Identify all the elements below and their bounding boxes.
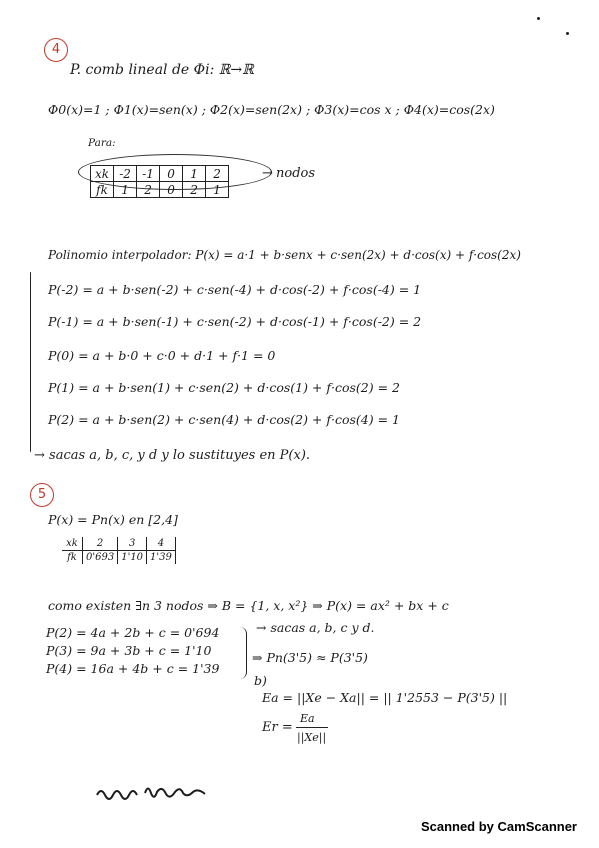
absolute-error: Ea = ||Xe − Xa|| = || 1'2553 − P(3'5) || — [262, 690, 508, 705]
table-cell: 4 — [147, 537, 176, 551]
signature-scribble — [95, 783, 215, 803]
fraction-bar — [296, 727, 328, 728]
table-cell: 3 — [118, 537, 147, 551]
table-cell: fk — [62, 551, 83, 565]
system-brace — [30, 272, 31, 452]
table-cell: 1'10 — [118, 551, 147, 565]
nodes-table — [90, 165, 229, 198]
equation-p5-3: P(3) = 9a + 3b + c = 1'10 — [46, 643, 212, 658]
nodes-row-x — [91, 166, 229, 182]
problem-number-4: 4 — [44, 38, 68, 62]
problem-5-definition: P(x) = Pn(x) en [2,4] — [48, 512, 178, 527]
equation-p5-2: P(2) = 4a + 2b + c = 0'694 — [46, 625, 220, 640]
table-cell: fk — [91, 182, 114, 198]
table-cell: xk — [62, 537, 83, 551]
camscanner-footer: Scanned by CamScanner — [420, 819, 577, 834]
equation-p5-4: P(4) = 16a + 4b + c = 1'39 — [46, 661, 220, 676]
table-cell: 2 — [83, 537, 118, 551]
table-cell: 1 — [206, 182, 229, 198]
basis-functions: Φ0(x)=1 ; Φ1(x)=sen(x) ; Φ2(x)=sen(2x) ; Φ3(x)=cos x ; Φ4(x)=cos(2x) — [48, 102, 495, 117]
nodes-row-x — [62, 537, 175, 551]
table-cell: 0'693 — [83, 551, 118, 565]
para-label: Para: — [88, 137, 116, 149]
ink-speck — [537, 17, 540, 20]
equation-p-minus-1: P(-1) = a + b·sen(-1) + c·sen(-2) + d·cos(-1) + f·cos(-2) = 2 — [48, 314, 422, 329]
table-cell: -2 — [114, 166, 137, 182]
problem-number-5: 5 — [30, 483, 54, 507]
nodos-arrow-icon: → — [262, 166, 273, 181]
table-cell: 0 — [160, 182, 183, 198]
table-cell: xk — [91, 166, 114, 182]
approximation: ⇒ Pn(3'5) ≈ P(3'5) — [252, 650, 368, 665]
problem-4-title: P. comb lineal de Φi: ℝ→ℝ — [70, 62, 254, 78]
table-cell: 2 — [206, 166, 229, 182]
equation-p-0: P(0) = a + b·0 + c·0 + d·1 + f·1 = 0 — [48, 348, 276, 363]
table-cell: -1 — [137, 166, 160, 182]
table-cell: 1'39 — [147, 551, 176, 565]
equation-p-2: P(2) = a + b·sen(2) + c·sen(4) + d·cos(2) + f·cos(4) = 1 — [48, 412, 401, 427]
sacas-note: → sacas a, b, c y d. — [256, 620, 375, 635]
table-cell: 2 — [183, 182, 206, 198]
ink-speck — [566, 32, 569, 35]
equation-p-1: P(1) = a + b·sen(1) + c·sen(2) + d·cos(1) + f·cos(2) = 2 — [48, 380, 401, 395]
relative-error-lhs: Er = — [262, 720, 293, 735]
nodes-row-f — [62, 551, 175, 565]
nodos-label: nodos — [276, 166, 316, 181]
table-cell: 1 — [114, 182, 137, 198]
part-b-label: b) — [254, 673, 267, 688]
relative-error-denominator: ||Xe|| — [297, 731, 327, 744]
como-existen-line: como existen ∃n 3 nodos ⇒ B = {1, x, x²} ⇒ P(x) = ax² + bx + c — [48, 598, 449, 613]
system-brace-right — [240, 627, 247, 679]
table-cell: 2 — [137, 182, 160, 198]
relative-error-numerator: Ea — [300, 712, 315, 725]
table-cell: 0 — [160, 166, 183, 182]
nodes-row-f — [91, 182, 229, 198]
nodes-table-5 — [62, 537, 176, 564]
polynomial-definition: Polinomio interpolador: P(x) = a·1 + b·senx + c·sen(2x) + d·cos(x) + f·cos(2x) — [48, 248, 521, 262]
equation-p-minus-2: P(-2) = a + b·sen(-2) + c·sen(-4) + d·cos(-2) + f·cos(-4) = 1 — [48, 282, 422, 297]
problem-4-conclusion: → sacas a, b, c, y d y lo sustituyes en P(x). — [34, 448, 311, 463]
table-cell: 1 — [183, 166, 206, 182]
